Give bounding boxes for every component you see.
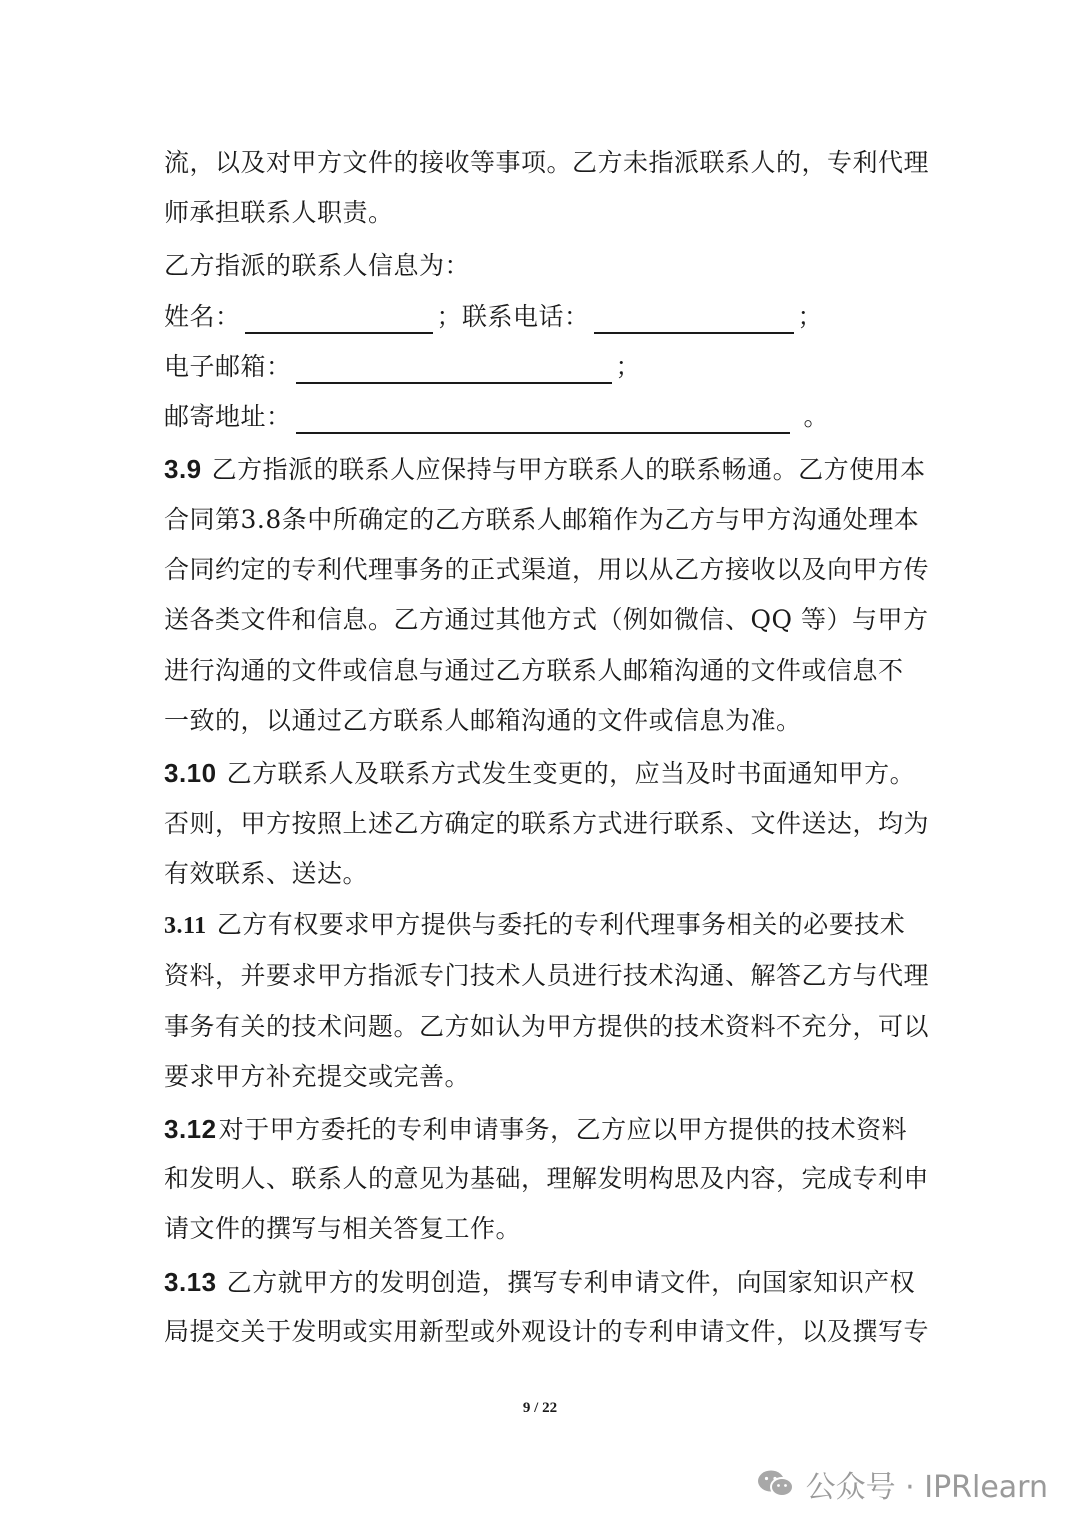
clause-number: 3.11 — [164, 913, 207, 939]
contact-name-phone-row — [164, 300, 924, 334]
clause-number: 3.13 — [164, 1267, 217, 1297]
text-line: 乙方有权要求甲方提供与委托的专利代理事务相关的必要技术 — [216, 910, 906, 939]
clause-3-12 — [164, 1112, 924, 1147]
clause-number: 3.12 — [164, 1114, 217, 1144]
text-line: 进行沟通的文件或信息与通过乙方联系人邮箱沟通的文件或信息不 — [164, 656, 904, 685]
period: 。 — [803, 402, 830, 431]
text-line: 要求甲方补充提交或完善。 — [164, 1062, 471, 1091]
name-label: 姓名： — [164, 302, 241, 331]
text-line: 请文件的撰写与相关答复工作。 — [164, 1214, 522, 1243]
contact-address-row — [164, 400, 924, 434]
text-line: 送各类文件和信息。乙方通过其他方式（例如微信、QQ 等）与甲方 — [164, 605, 929, 634]
wechat-icon — [756, 1468, 796, 1500]
text-line: 和发明人、联系人的意见为基础，理解发明构思及内容，完成专利申 — [164, 1164, 930, 1193]
text-line: 有效联系、送达。 — [164, 859, 369, 888]
text-line: 对于甲方委托的专利申请事务，乙方应以甲方提供的技术资料 — [218, 1115, 908, 1144]
text-line: 事务有关的技术问题。乙方如认为甲方提供的技术资料不充分，可以 — [164, 1012, 930, 1041]
watermark — [756, 1462, 1048, 1506]
text-line: 局提交关于发明或实用新型或外观设计的专利申请文件，以及撰写专 — [164, 1317, 930, 1346]
text-line: 一致的，以通过乙方联系人邮箱沟通的文件或信息为准。 — [164, 706, 802, 735]
text-line: 乙方联系人及联系方式发生变更的，应当及时书面通知甲方。 — [226, 759, 916, 788]
clause-3-10 — [164, 756, 924, 791]
text-line: 乙方指派的联系人应保持与甲方联系人的联系畅通。乙方使用本 — [211, 455, 926, 484]
contact-email-row — [164, 350, 924, 384]
email-blank — [296, 356, 612, 384]
phone-blank — [594, 306, 794, 334]
address-label: 邮寄地址： — [164, 402, 292, 431]
page-number: 9 / 22 — [522, 1400, 558, 1416]
semicolon: ； — [797, 302, 824, 331]
text-line: 资料，并要求甲方指派专门技术人员进行技术沟通、解答乙方与代理 — [164, 961, 930, 990]
semicolon: ； — [615, 352, 642, 381]
text-line: 合同约定的专利代理事务的正式渠道，用以从乙方接收以及向甲方传 — [164, 555, 930, 584]
name-blank — [245, 306, 433, 334]
clause-number: 3.10 — [164, 758, 217, 788]
clause-3-13 — [164, 1265, 924, 1300]
address-blank — [296, 406, 790, 434]
clause-3-11 — [164, 908, 924, 943]
text-line: 流，以及对甲方文件的接收等事项。乙方未指派联系人的，专利代理 — [164, 148, 930, 177]
clause-3-9 — [164, 452, 924, 487]
text-line: 乙方就甲方的发明创造，撰写专利申请文件，向国家知识产权 — [226, 1268, 916, 1297]
text-line: 合同第3.8条中所确定的乙方联系人邮箱作为乙方与甲方沟通处理本 — [164, 505, 920, 534]
text-line: 乙方指派的联系人信息为： — [164, 251, 471, 280]
clause-number: 3.9 — [164, 454, 202, 484]
watermark-text: 公众号 · IPRlearn — [805, 1470, 1048, 1505]
phone-label: ；联系电话： — [436, 302, 590, 331]
text-line: 否则，甲方按照上述乙方确定的联系方式进行联系、文件送达，均为 — [164, 809, 930, 838]
email-label: 电子邮箱： — [164, 352, 292, 381]
text-line: 师承担联系人职责。 — [164, 198, 394, 227]
